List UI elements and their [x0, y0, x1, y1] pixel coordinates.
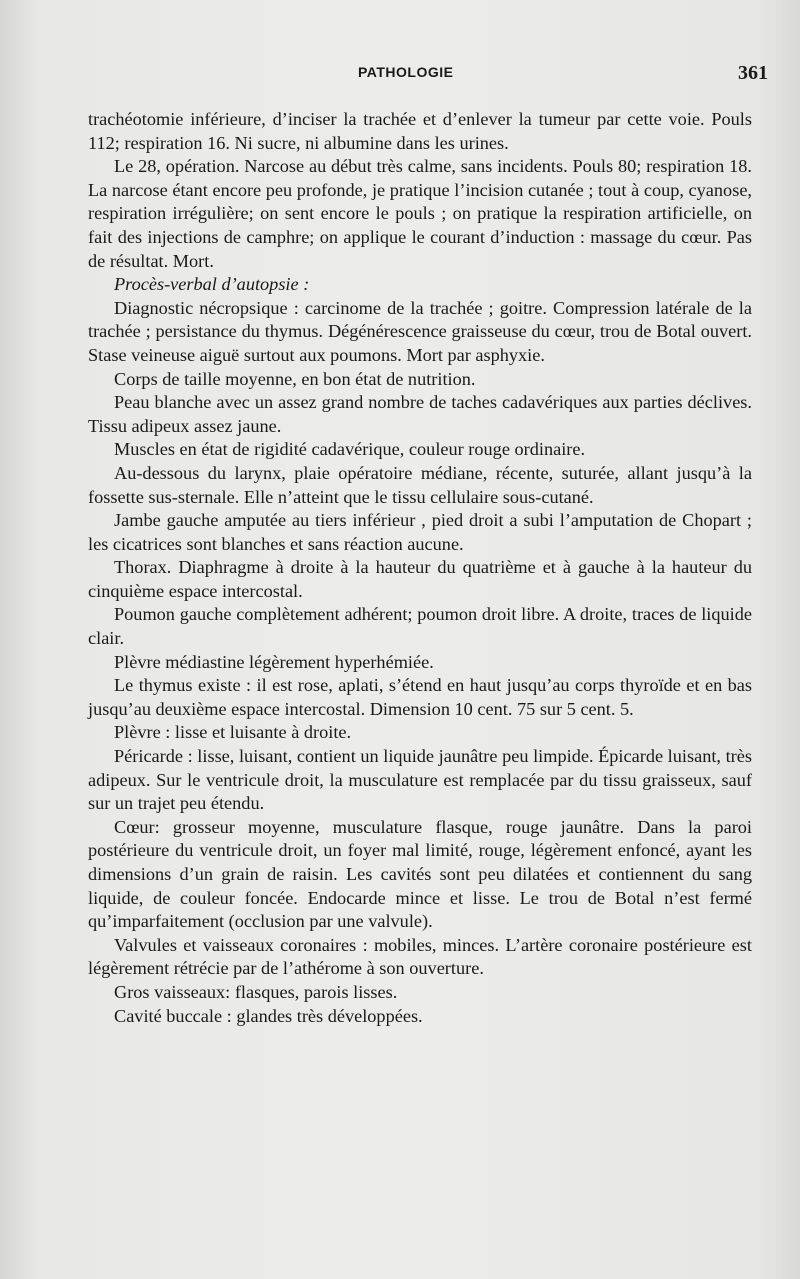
- paragraph: Plèvre : lisse et luisante à droite.: [114, 722, 352, 743]
- paragraph: Muscles en état de rigidité cadavérique, couleur rouge ordinaire.: [114, 439, 586, 460]
- paragraph: Diagnostic nécropsique : carcinome de la trachée ; goitre. Compression latérale de la trachée ; persistance du thymus. Dégénérescence graisseuse du cœur, trou de Botal ouvert. Stase veineuse aiguë surtout aux poumons. Mort par asphyxie.: [88, 297, 752, 365]
- paragraph: Cavité buccale : glandes très développées.: [114, 1005, 423, 1026]
- paragraph: Plèvre médiastine légèrement hyperhémiée.: [114, 651, 434, 672]
- paragraph: Au-dessous du larynx, plaie opératoire médiane, récente, suturée, allant jusqu’à la fossette sus-sternale. Elle n’atteint que le tissu cellulaire sous-cutané.: [88, 462, 752, 507]
- paragraph: Peau blanche avec un assez grand nombre de taches cadavériques aux parties déclives. Tissu adipeux assez jaune.: [88, 392, 752, 436]
- running-head: PATHOLOGIE: [358, 64, 454, 80]
- paragraph: Poumon gauche complètement adhérent; poumon droit libre. A droite, traces de liquide clair.: [88, 604, 752, 649]
- paragraph: Cœur: grosseur moyenne, musculature flasque, rouge jaunâtre. Dans la paroi postérieure du ventricule droit, un foyer mal limité, rouge, légèrement enfoncé, ayant les dimensions d’un grain de raisin. Les cavités sont peu dilatées et contiennent du sang liquide, de couleur foncée. Endocarde mince et lisse. Le trou de Botal n’est fermé qu’imparfaitement (occlusion par une valvule).: [88, 816, 752, 932]
- paragraph: Le 28, opération. Narcose au début très calme, sans incidents. Pouls 80; respiration 18. La narcose étant encore peu profonde, je pratique l’incision cutanée ; tout à coup, cyanose, respiration irrégulière; on sent encore le pouls ; on pratique la respiration artificielle, on fait des injections de camphre; on applique le courant d’induction : massage du cœur. Pas de résultat. Mort.: [88, 156, 752, 271]
- paragraph: Le thymus existe : il est rose, aplati, s’étend en haut jusqu’au corps thyroïde et en bas jusqu’au deuxième espace intercostal. Dimension 10 cent. 75 sur 5 cent. 5.: [88, 675, 752, 719]
- paragraph: trachéotomie inférieure, d’inciser la trachée et d’enlever la tumeur par cette voie. Pouls 112; respiration 16. Ni sucre, ni albumine dans les urines.: [88, 109, 752, 153]
- paragraph: Thorax. Diaphragme à droite à la hauteur du quatrième et à gauche à la hauteur du cinquième espace intercostal.: [88, 557, 752, 601]
- page-header: [88, 62, 768, 92]
- paragraph: Valvules et vaisseaux coronaires : mobiles, minces. L’artère coronaire postérieure est légèrement rétrécie par de l’athérome à son ouverture.: [88, 934, 752, 979]
- section-heading: Procès-verbal d’autopsie :: [114, 274, 310, 295]
- page-number: 361: [738, 62, 768, 84]
- paragraph: Gros vaisseaux: flasques, parois lisses.: [114, 981, 398, 1002]
- body-text: [88, 108, 752, 1028]
- paragraph: Péricarde : lisse, luisant, contient un liquide jaunâtre peu limpide. Épicarde luisant, très adipeux. Sur le ventricule droit, la musculature est remplacée par du tissu graisseux, sauf sur un trajet peu étendu.: [88, 746, 752, 814]
- paragraph: Corps de taille moyenne, en bon état de nutrition.: [114, 368, 476, 389]
- paragraph: Jambe gauche amputée au tiers inférieur , pied droit a subi l’amputation de Chopart ; les cicatrices sont blanches et sans réaction aucune.: [88, 510, 752, 554]
